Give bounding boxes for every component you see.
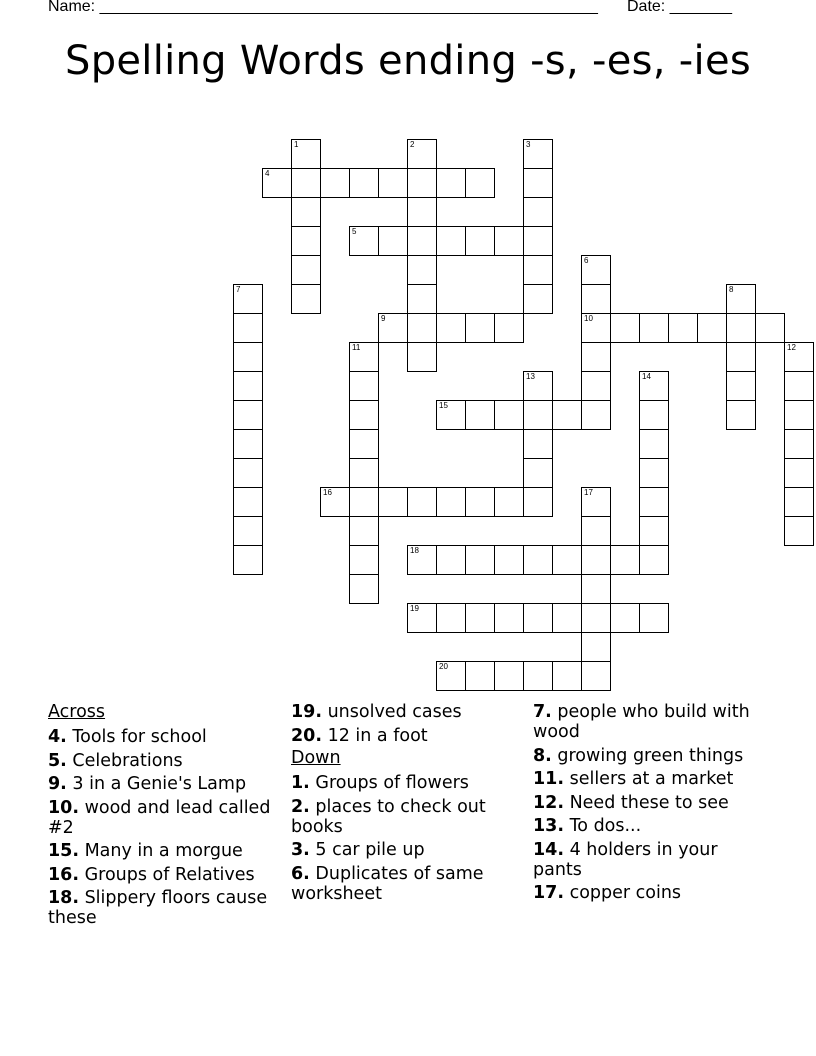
grid-cell[interactable] <box>523 661 553 691</box>
clue <box>533 840 763 880</box>
grid-cell[interactable] <box>552 400 582 430</box>
clue-number: 17 <box>584 488 593 497</box>
clues-column-3 <box>533 702 763 907</box>
grid-cell[interactable] <box>639 603 669 633</box>
grid-cell[interactable] <box>436 661 466 691</box>
grid-cell[interactable] <box>639 313 669 343</box>
clue <box>48 888 278 928</box>
grid-cell[interactable] <box>581 284 611 314</box>
clue-text: sellers at a market <box>564 769 734 789</box>
grid-cell[interactable] <box>639 516 669 546</box>
clue-number: 1 <box>294 140 299 149</box>
clue-text: 5 car pile up <box>309 840 425 860</box>
grid-cell[interactable] <box>552 545 582 575</box>
clue-number: 19 <box>410 604 419 613</box>
grid-cell[interactable] <box>523 139 553 169</box>
grid-cell[interactable] <box>494 545 524 575</box>
grid-cell[interactable] <box>407 284 437 314</box>
grid-cell[interactable] <box>233 342 263 372</box>
clue-number: 10 <box>584 314 593 323</box>
clue-number: 2 <box>410 140 415 149</box>
clue-number: 19. <box>291 702 323 722</box>
clue-text: wood and lead called #2 <box>48 797 271 838</box>
name-label: Name: <box>48 0 96 15</box>
clue-number: 15 <box>439 401 448 410</box>
date-line: _______ <box>669 0 732 15</box>
grid-cell[interactable] <box>494 487 524 517</box>
grid-cell[interactable] <box>523 197 553 227</box>
grid-cell[interactable] <box>233 429 263 459</box>
grid-cell[interactable] <box>233 487 263 517</box>
grid-cell[interactable] <box>436 313 466 343</box>
grid-cell[interactable] <box>407 197 437 227</box>
grid-cell[interactable] <box>581 342 611 372</box>
grid-cell[interactable] <box>233 400 263 430</box>
clue-number: 9 <box>381 314 386 323</box>
grid-cell[interactable] <box>349 226 379 256</box>
across-clue-list-cont <box>291 702 516 746</box>
grid-cell[interactable] <box>726 371 756 401</box>
clue-text: To dos... <box>564 816 642 836</box>
clue <box>291 797 516 837</box>
clue <box>291 864 516 904</box>
grid-cell[interactable] <box>233 545 263 575</box>
grid-cell[interactable] <box>552 603 582 633</box>
grid-cell[interactable] <box>407 226 437 256</box>
grid-cell[interactable] <box>407 255 437 285</box>
clue-number: 7. <box>533 702 552 722</box>
grid-cell[interactable] <box>436 400 466 430</box>
grid-cell[interactable] <box>494 603 524 633</box>
grid-cell[interactable] <box>349 574 379 604</box>
grid-cell[interactable] <box>320 487 350 517</box>
grid-cell[interactable] <box>639 400 669 430</box>
clue-number: 16. <box>48 864 80 885</box>
grid-cell[interactable] <box>349 545 379 575</box>
down-heading: Down <box>291 748 341 768</box>
grid-cell[interactable] <box>465 168 495 198</box>
down-clue-list <box>291 773 516 904</box>
grid-cell[interactable] <box>291 168 321 198</box>
grid-cell[interactable] <box>755 313 785 343</box>
grid-cell[interactable] <box>378 168 408 198</box>
page-title: Spelling Words ending -s, -es, -ies <box>65 38 751 84</box>
grid-cell[interactable] <box>784 487 814 517</box>
grid-cell[interactable] <box>581 313 611 343</box>
grid-cell[interactable] <box>291 197 321 227</box>
grid-cell[interactable] <box>378 226 408 256</box>
grid-cell[interactable] <box>436 545 466 575</box>
grid-cell[interactable] <box>465 545 495 575</box>
grid-cell[interactable] <box>726 313 756 343</box>
clue-number: 11. <box>533 769 565 789</box>
clue-number: 8 <box>729 285 734 294</box>
clue-number: 5. <box>48 750 67 771</box>
clues-column-1 <box>48 702 278 932</box>
grid-cell[interactable] <box>523 255 553 285</box>
clue-text: growing green things <box>551 745 744 766</box>
clue <box>48 865 278 885</box>
grid-cell[interactable] <box>407 342 437 372</box>
grid-cell[interactable] <box>784 516 814 546</box>
clue-number: 2. <box>291 796 310 817</box>
grid-cell[interactable] <box>465 661 495 691</box>
grid-cell[interactable] <box>523 168 553 198</box>
clue-text: Tools for school <box>66 727 207 747</box>
grid-cell[interactable] <box>436 487 466 517</box>
grid-cell[interactable] <box>436 603 466 633</box>
across-heading: Across <box>48 702 106 722</box>
grid-cell[interactable] <box>465 313 495 343</box>
grid-cell[interactable] <box>610 603 640 633</box>
grid-cell[interactable] <box>523 545 553 575</box>
clue-number: 16 <box>323 488 332 497</box>
grid-cell[interactable] <box>639 487 669 517</box>
grid-cell[interactable] <box>233 371 263 401</box>
grid-cell[interactable] <box>784 342 814 372</box>
grid-cell[interactable] <box>581 400 611 430</box>
grid-cell[interactable] <box>581 661 611 691</box>
grid-cell[interactable] <box>523 603 553 633</box>
clue <box>533 702 763 742</box>
grid-cell[interactable] <box>349 371 379 401</box>
grid-cell[interactable] <box>581 574 611 604</box>
clue <box>291 702 516 722</box>
clue-text: Groups of flowers <box>309 773 469 793</box>
grid-cell[interactable] <box>668 313 698 343</box>
clue-number: 3. <box>291 840 310 860</box>
grid-cell[interactable] <box>494 400 524 430</box>
clue <box>48 841 278 861</box>
grid-cell[interactable] <box>407 603 437 633</box>
grid-cell[interactable] <box>349 516 379 546</box>
grid-cell[interactable] <box>233 458 263 488</box>
grid-cell[interactable] <box>465 487 495 517</box>
grid-cell[interactable] <box>407 487 437 517</box>
grid-cell[interactable] <box>639 545 669 575</box>
clue-text: Need these to see <box>564 792 729 813</box>
grid-cell[interactable] <box>697 313 727 343</box>
grid-cell[interactable] <box>581 487 611 517</box>
grid-cell[interactable] <box>726 400 756 430</box>
grid-cell[interactable] <box>610 545 640 575</box>
grid-cell[interactable] <box>407 545 437 575</box>
grid-cell[interactable] <box>349 168 379 198</box>
grid-cell[interactable] <box>349 458 379 488</box>
clue-text: people who build with wood <box>533 702 750 742</box>
grid-cell[interactable] <box>494 661 524 691</box>
clue-number: 8. <box>533 745 552 766</box>
clue-number: 12 <box>787 343 796 352</box>
grid-cell[interactable] <box>726 342 756 372</box>
clue-number: 11 <box>352 343 361 352</box>
clue-number: 13 <box>526 372 535 381</box>
grid-cell[interactable] <box>552 661 582 691</box>
clue-text: 4 holders in your pants <box>533 839 718 880</box>
clue-number: 4. <box>48 727 67 747</box>
grid-cell[interactable] <box>581 371 611 401</box>
clue-text: unsolved cases <box>322 702 462 722</box>
grid-cell[interactable] <box>581 632 611 662</box>
clue <box>291 773 516 793</box>
grid-cell[interactable] <box>523 487 553 517</box>
clue-number: 18 <box>410 546 419 555</box>
grid-cell[interactable] <box>581 545 611 575</box>
grid-cell[interactable] <box>523 226 553 256</box>
grid-cell[interactable] <box>407 139 437 169</box>
clue-number: 15. <box>48 841 80 861</box>
clues-column-2 <box>291 702 516 907</box>
grid-cell[interactable] <box>465 226 495 256</box>
grid-cell[interactable] <box>291 284 321 314</box>
grid-cell[interactable] <box>378 313 408 343</box>
grid-cell[interactable] <box>378 487 408 517</box>
clue <box>48 774 278 794</box>
clue-number: 20. <box>291 725 323 746</box>
grid-cell[interactable] <box>581 516 611 546</box>
grid-cell[interactable] <box>494 313 524 343</box>
clue-number: 12. <box>533 792 565 813</box>
clue-text: Slippery floors cause these <box>48 888 268 928</box>
clue-number: 18. <box>48 888 80 908</box>
grid-cell[interactable] <box>291 255 321 285</box>
grid-cell[interactable] <box>465 400 495 430</box>
grid-cell[interactable] <box>262 168 292 198</box>
clue-text: Duplicates of same worksheet <box>291 863 484 904</box>
clue-number: 4 <box>265 169 270 178</box>
clue <box>533 769 763 789</box>
clue <box>48 727 278 747</box>
grid-cell[interactable] <box>784 371 814 401</box>
grid-cell[interactable] <box>436 226 466 256</box>
grid-cell[interactable] <box>784 400 814 430</box>
clue-number: 6. <box>291 863 310 884</box>
grid-cell[interactable] <box>349 400 379 430</box>
grid-cell[interactable] <box>233 516 263 546</box>
grid-cell[interactable] <box>349 429 379 459</box>
clue <box>48 798 278 838</box>
clue-number: 14 <box>642 372 651 381</box>
clue <box>533 746 763 766</box>
grid-cell[interactable] <box>233 313 263 343</box>
down-clue-list-cont <box>533 702 763 903</box>
clue <box>533 793 763 813</box>
clue-text: Many in a morgue <box>79 841 243 861</box>
grid-cell[interactable] <box>320 168 350 198</box>
clue <box>533 883 763 903</box>
grid-cell[interactable] <box>494 226 524 256</box>
clue-number: 10. <box>48 797 80 818</box>
grid-cell[interactable] <box>436 168 466 198</box>
grid-cell[interactable] <box>291 226 321 256</box>
grid-cell[interactable] <box>523 458 553 488</box>
grid-cell[interactable] <box>610 313 640 343</box>
grid-cell[interactable] <box>407 313 437 343</box>
grid-cell[interactable] <box>639 458 669 488</box>
clue <box>533 816 763 836</box>
clue-number: 13. <box>533 816 565 836</box>
grid-cell[interactable] <box>465 603 495 633</box>
clue <box>48 751 278 771</box>
clue <box>291 726 516 746</box>
clue-number: 14. <box>533 839 565 860</box>
name-line: ________________________________________________________ <box>99 0 598 15</box>
grid-cell[interactable] <box>407 168 437 198</box>
grid-cell[interactable] <box>291 139 321 169</box>
grid-cell[interactable] <box>523 429 553 459</box>
clue-text: 12 in a foot <box>322 725 428 746</box>
grid-cell[interactable] <box>523 371 553 401</box>
clue-number: 3 <box>526 140 531 149</box>
clue-number: 5 <box>352 227 357 236</box>
clue-number: 9. <box>48 774 67 794</box>
grid-cell[interactable] <box>639 429 669 459</box>
grid-cell[interactable] <box>523 284 553 314</box>
clue-text: Celebrations <box>66 750 183 771</box>
grid-cell[interactable] <box>349 342 379 372</box>
across-clue-list <box>48 727 278 928</box>
grid-cell[interactable] <box>581 255 611 285</box>
clue-number: 7 <box>236 285 241 294</box>
grid-cell[interactable] <box>784 458 814 488</box>
grid-cell[interactable] <box>784 429 814 459</box>
clue-text: places to check out books <box>291 796 486 837</box>
clue-text: 3 in a Genie's Lamp <box>66 774 247 794</box>
clue-text: copper coins <box>564 883 682 903</box>
grid-cell[interactable] <box>233 284 263 314</box>
grid-cell[interactable] <box>581 603 611 633</box>
clue-number: 17. <box>533 883 565 903</box>
clue-number: 20 <box>439 662 448 671</box>
date-label: Date: <box>627 0 666 15</box>
grid-cell[interactable] <box>639 371 669 401</box>
grid-cell[interactable] <box>349 487 379 517</box>
clue-number: 1. <box>291 773 310 793</box>
clue-text: Groups of Relatives <box>79 864 255 885</box>
clue <box>291 840 516 860</box>
grid-cell[interactable] <box>726 284 756 314</box>
clue-number: 6 <box>584 256 589 265</box>
